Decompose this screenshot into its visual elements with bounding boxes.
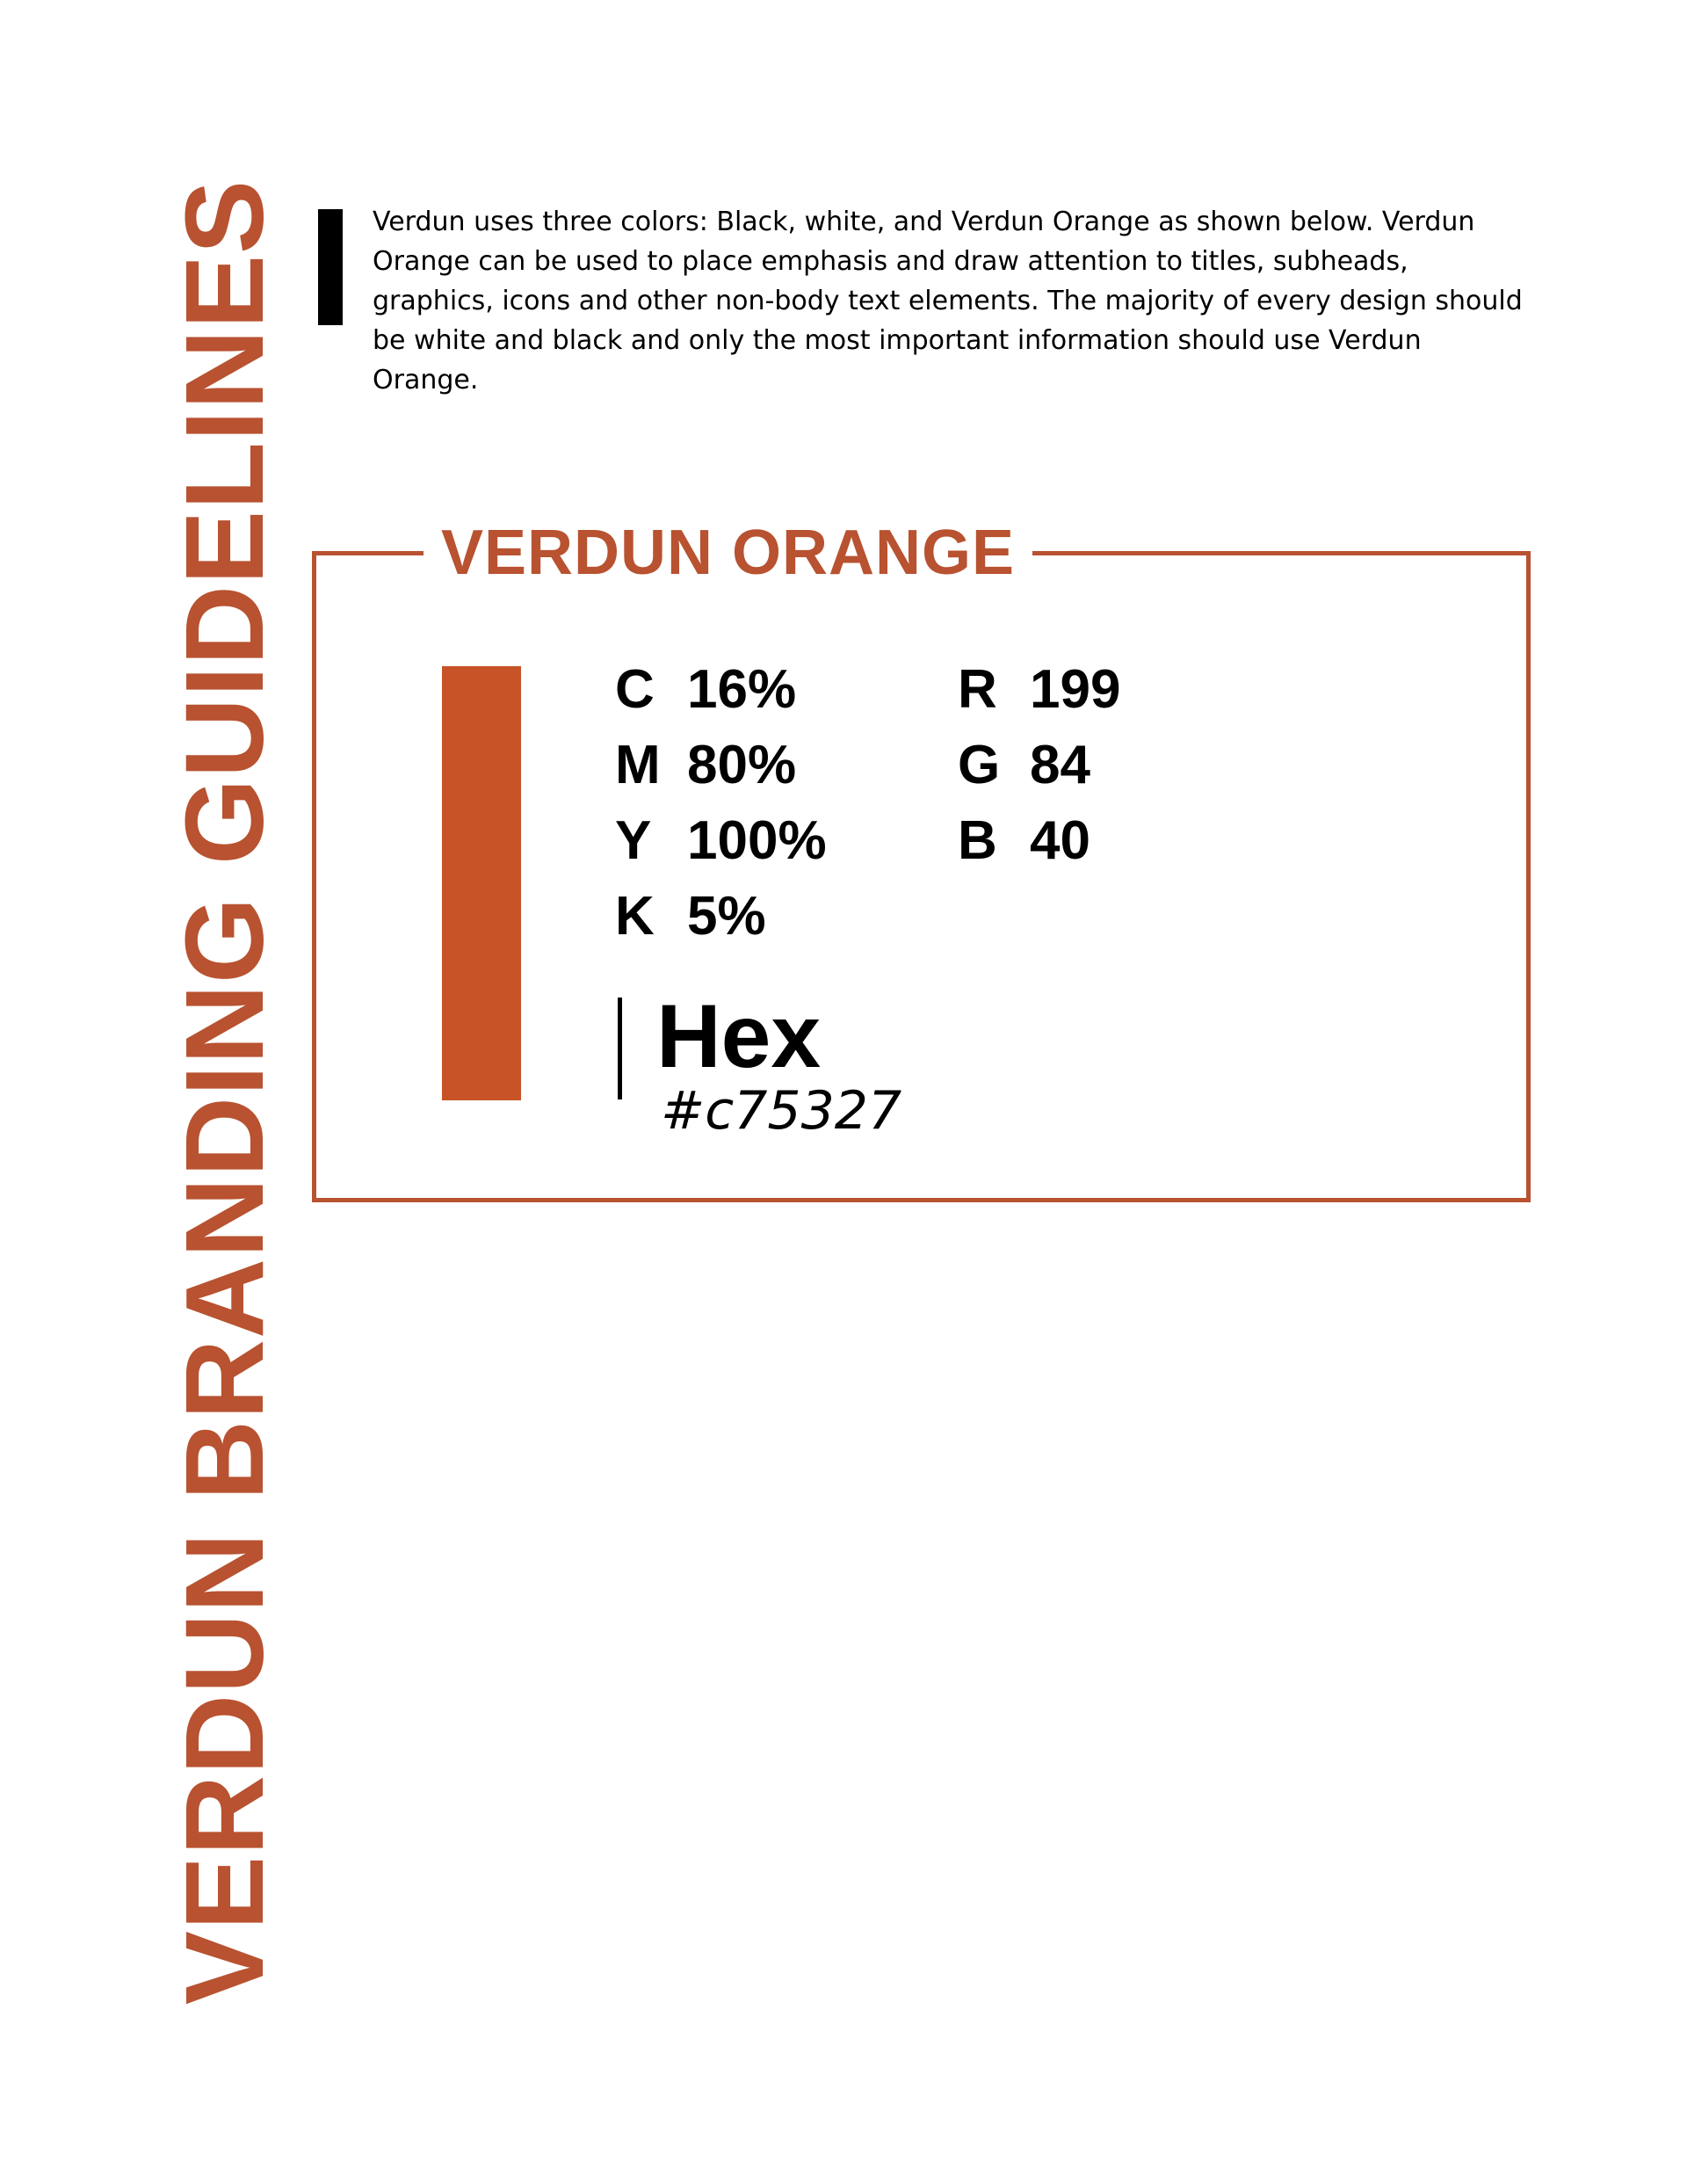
cmyk-y-row: [615, 810, 827, 872]
cmyk-y-key: Y: [615, 810, 652, 871]
cmyk-c-row: [615, 659, 796, 721]
hex-divider: [618, 998, 622, 1099]
hex-label: Hex: [656, 986, 822, 1086]
hex-value: #c75327: [661, 1080, 902, 1142]
cmyk-y-value: 100%: [687, 810, 827, 871]
rgb-g-value: 84: [1030, 735, 1090, 795]
rgb-r-value: 199: [1030, 659, 1121, 720]
rgb-r-row: [958, 659, 1120, 721]
cmyk-c-key: C: [615, 659, 655, 720]
cmyk-m-row: [615, 735, 796, 796]
cmyk-k-row: [615, 886, 766, 947]
rgb-r-key: R: [958, 659, 997, 720]
rgb-b-row: [958, 810, 1090, 872]
cmyk-k-value: 5%: [687, 886, 766, 947]
color-swatch: [442, 666, 521, 1100]
rgb-b-value: 40: [1030, 810, 1090, 871]
page-side-title: VERDUN BRANDING GUIDELINES: [163, 178, 286, 2006]
cmyk-m-value: 80%: [687, 735, 797, 795]
rgb-g-key: G: [958, 735, 1001, 795]
cmyk-m-key: M: [615, 735, 661, 795]
rgb-b-key: B: [958, 810, 997, 871]
cmyk-c-value: 16%: [687, 659, 797, 720]
intro-accent-bar: [318, 209, 343, 325]
color-card-title: VERDUN ORANGE: [424, 512, 1032, 594]
rgb-g-row: [958, 735, 1090, 796]
cmyk-k-key: K: [615, 886, 655, 947]
intro-paragraph: Verdun uses three colors: Black, white, and Verdun Orange as shown below. Verdun Orange can be used to place emphasis and draw attention to titles, subheads, graphics, icons and other non-body text elements. The majority of every design should be white and black and only the most important information should use Verdun Orange.: [373, 207, 1523, 395]
